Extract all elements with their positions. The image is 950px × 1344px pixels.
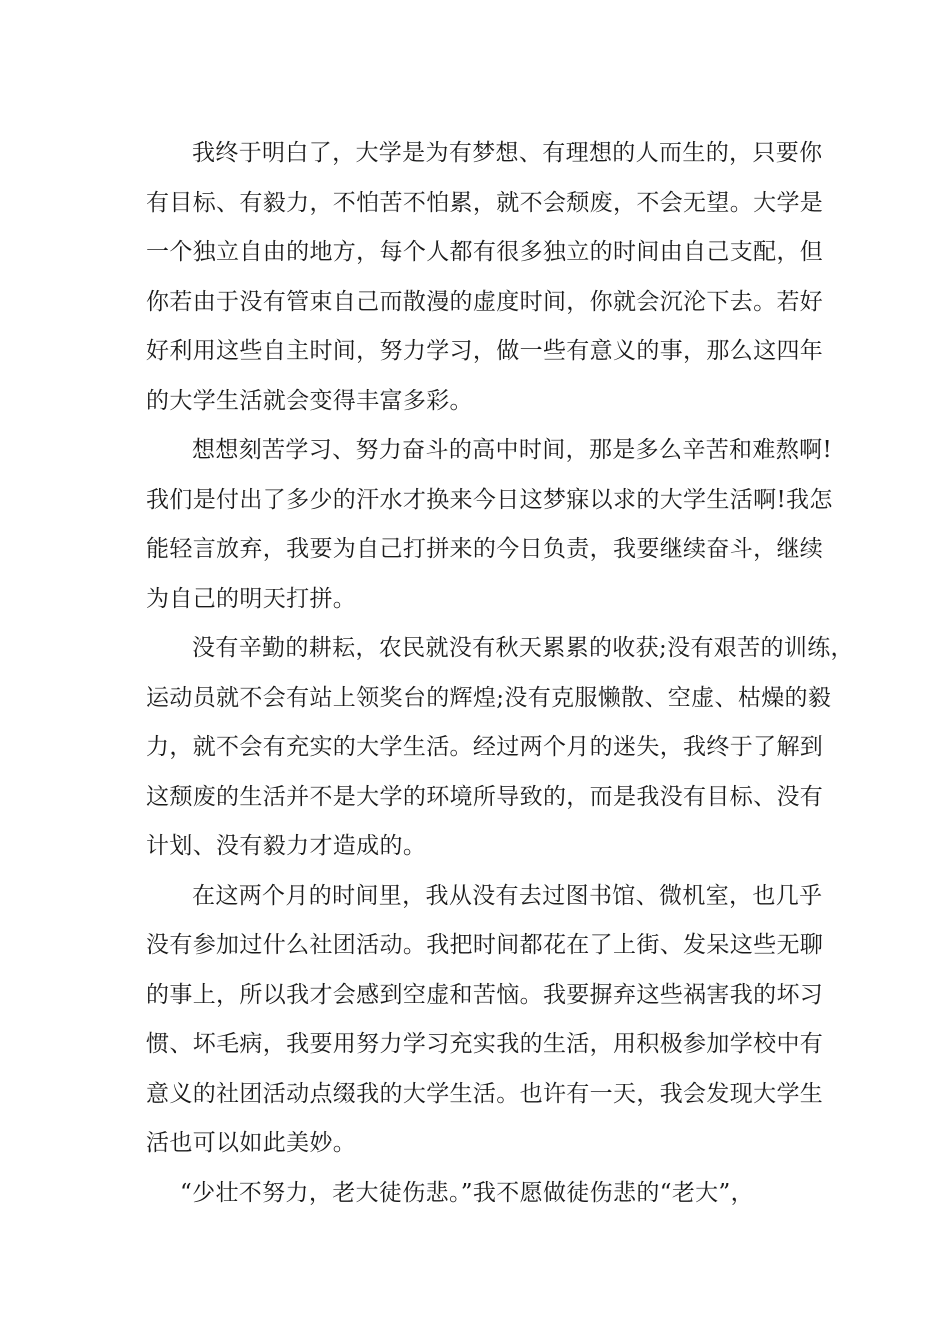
- text-line: 计划、没有毅力才造成的。: [146, 833, 427, 859]
- text-line: 为自己的明天打拼。: [146, 585, 357, 612]
- text-line: 想想刻苦学习、努力奋斗的高中时间，那是多么辛苦和难熬啊!: [192, 437, 833, 463]
- paragraph-2: [146, 426, 833, 624]
- text-line: 活也可以如此美妙。: [146, 1130, 357, 1156]
- paragraph-3: [146, 624, 854, 872]
- text-line: “少壮不努力，老大徒伤悲。”我不愿做徒伤悲的“老大”，: [180, 1179, 754, 1206]
- text-line: 惯、坏毛病，我要用努力学习充实我的生活，用积极参加学校中有: [146, 1031, 824, 1057]
- text-line: 的事上，所以我才会感到空虚和苦恼。我要摒弃这些祸害我的坏习: [146, 981, 824, 1008]
- text-line: 意义的社团活动点缀我的大学生活。也许有一天，我会发现大学生: [146, 1080, 824, 1107]
- text-line: 我们是付出了多少的汗水才换来今日这梦寐以求的大学生活啊!我怎: [146, 486, 833, 513]
- text-line: 没有参加过什么社团活动。我把时间都花在了上街、发呆这些无聊: [146, 932, 824, 958]
- text-line: 一个独立自由的地方，每个人都有很多独立的时间由自己支配，但: [146, 239, 824, 265]
- text-line: 有目标、有毅力，不怕苦不怕累，就不会颓废，不会无望。大学是: [146, 189, 824, 216]
- text-line: 力，就不会有充实的大学生活。经过两个月的迷失，我终于了解到: [146, 734, 824, 760]
- text-line: 能轻言放弃，我要为自己打拼来的今日负责，我要继续奋斗，继续: [146, 536, 824, 562]
- document-body: [146, 129, 854, 1218]
- paragraph-5: [146, 1169, 826, 1219]
- text-line: 好利用这些自主时间，努力学习，做一些有意义的事，那么这四年: [146, 338, 824, 364]
- text-line: 在这两个月的时间里，我从没有去过图书馆、微机室，也几乎: [192, 882, 823, 909]
- text-line: 没有辛勤的耕耘，农民就没有秋天累累的收获;没有艰苦的训练，: [192, 635, 854, 661]
- text-line: 你若由于没有管束自己而散漫的虚度时间，你就会沉沦下去。若好: [146, 288, 824, 315]
- paragraph-1: [146, 129, 826, 426]
- text-line: 这颓废的生活并不是大学的环境所导致的，而是我没有目标、没有: [146, 783, 824, 810]
- text-line: 我终于明白了，大学是为有梦想、有理想的人而生的，只要你: [192, 140, 823, 166]
- paragraph-4: [146, 872, 826, 1169]
- text-line: 的大学生活就会变得丰富多彩。: [146, 387, 473, 414]
- text-line: 运动员就不会有站上领奖台的辉煌;没有克服懒散、空虚、枯燥的毅: [146, 684, 832, 711]
